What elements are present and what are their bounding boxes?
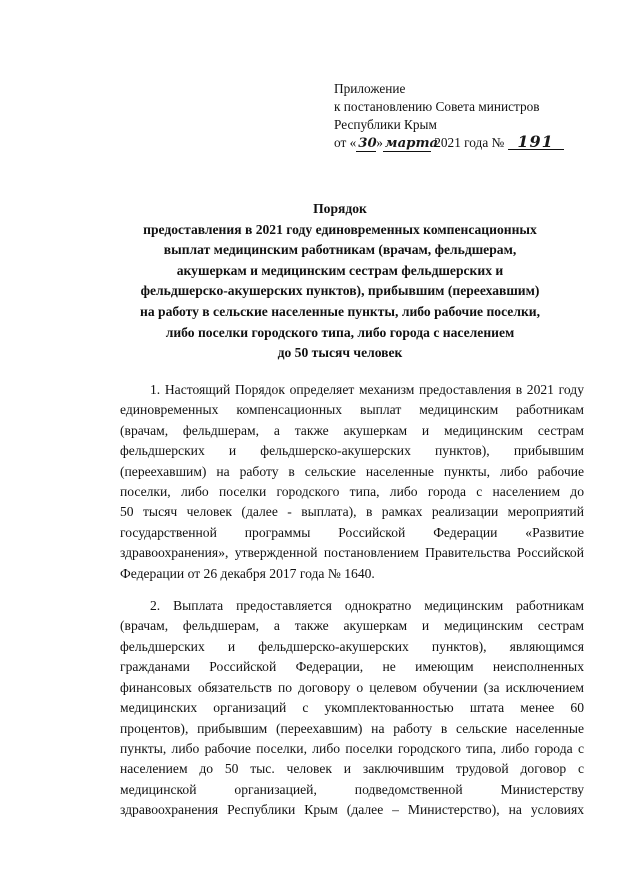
date-prefix: от «: [334, 135, 357, 150]
title-line: до 50 тысяч человек: [277, 345, 403, 361]
appendix-date-line: [334, 134, 624, 152]
title-line: предоставления в 2021 году единовременных компенсационных: [143, 221, 537, 237]
document-title: [80, 199, 600, 364]
title-line: на работу в сельские населенные пункты, либо рабочие поселки,: [139, 303, 541, 319]
paragraph-line: 1. Настоящий Порядок определяет механизм предоставления в 2021 году: [150, 382, 584, 397]
paragraph-line: фельдшерских и фельдшерско-акушерских пунктов), являющимся: [120, 638, 584, 654]
handwritten-month: марта: [384, 136, 439, 151]
paragraph-line: финансовых обязательств по договору о целевом обучении (за исключением: [120, 679, 584, 695]
paragraph-line: (врачам, фельдшерам, а также акушеркам и медицинским сестрам: [120, 618, 584, 634]
paragraph-line: Федерации от 26 декабря 2017 года № 1640.: [120, 565, 375, 581]
paragraph-2: [90, 596, 584, 820]
paragraph-line: (переехавшим) на работу в сельские населенные пункты, либо рабочие: [120, 463, 584, 479]
handwritten-number: 191: [508, 135, 564, 150]
appendix-label: Приложение: [334, 81, 406, 96]
appendix-resolution: к постановлению Совета министров: [334, 99, 540, 114]
title-line: акушеркам и медицинским сестрам фельдшерских и: [176, 262, 504, 278]
handwritten-day: 30: [358, 136, 377, 151]
title-line: либо поселки городского типа, либо города с населением: [165, 324, 515, 340]
paragraph-line: гражданами Российской Федерации, не имеющим неисполненных: [120, 659, 584, 675]
title-heading: Порядок: [313, 201, 367, 216]
title-line: выплат медицинским работникам (врачам, фельдшерам,: [163, 242, 517, 258]
paragraph-line: поселки, либо поселки городского типа, либо города с населением до: [120, 484, 584, 500]
paragraph-line: (врачам, фельдшерам, а также акушеркам и медицинским сестрам: [120, 422, 584, 438]
paragraph-line: процентов), прибывшим (переехавшим) на работу в сельские населенные: [120, 720, 584, 736]
paragraph-line: медицинских организаций с укомплектованностью штата менее 60: [120, 700, 584, 716]
document-body: [90, 380, 584, 833]
appendix-header: [334, 80, 624, 152]
paragraph-line: здравоохранения», утвержденной постановлением Правительства Российской: [120, 545, 584, 561]
paragraph-line: здравоохранения Республики Крым (далее – Министерство), на условиях: [120, 802, 584, 818]
paragraph-line: населением до 50 тыс. человек и заключившим трудовой договор с: [120, 761, 584, 777]
paragraph-line: 2. Выплата предоставляется однократно медицинским работникам: [150, 598, 584, 614]
date-mid: »: [376, 135, 383, 150]
paragraph-1: [90, 380, 584, 584]
paragraph-line: медицинской организацией, подведомственной Министерству: [120, 781, 584, 797]
appendix-republic: Республики Крым: [334, 117, 437, 132]
date-suffix: 2021 года №: [430, 135, 508, 150]
paragraph-line: государственной программы Российской Федерации «Развитие: [120, 524, 584, 540]
paragraph-line: единовременных компенсационных выплат медицинским работникам: [120, 402, 584, 418]
title-line: фельдшерско-акушерских пунктов), прибывшим (переехавшим): [140, 283, 540, 299]
paragraph-line: 50 тысяч человек (далее - выплата), в рамках реализации мероприятий: [120, 504, 584, 520]
paragraph-line: фельдшерских и фельдшерско-акушерских пунктов), прибывшим: [120, 443, 584, 459]
paragraph-line: пункты, либо рабочие поселки, либо поселки городского типа, либо города с: [120, 740, 584, 756]
